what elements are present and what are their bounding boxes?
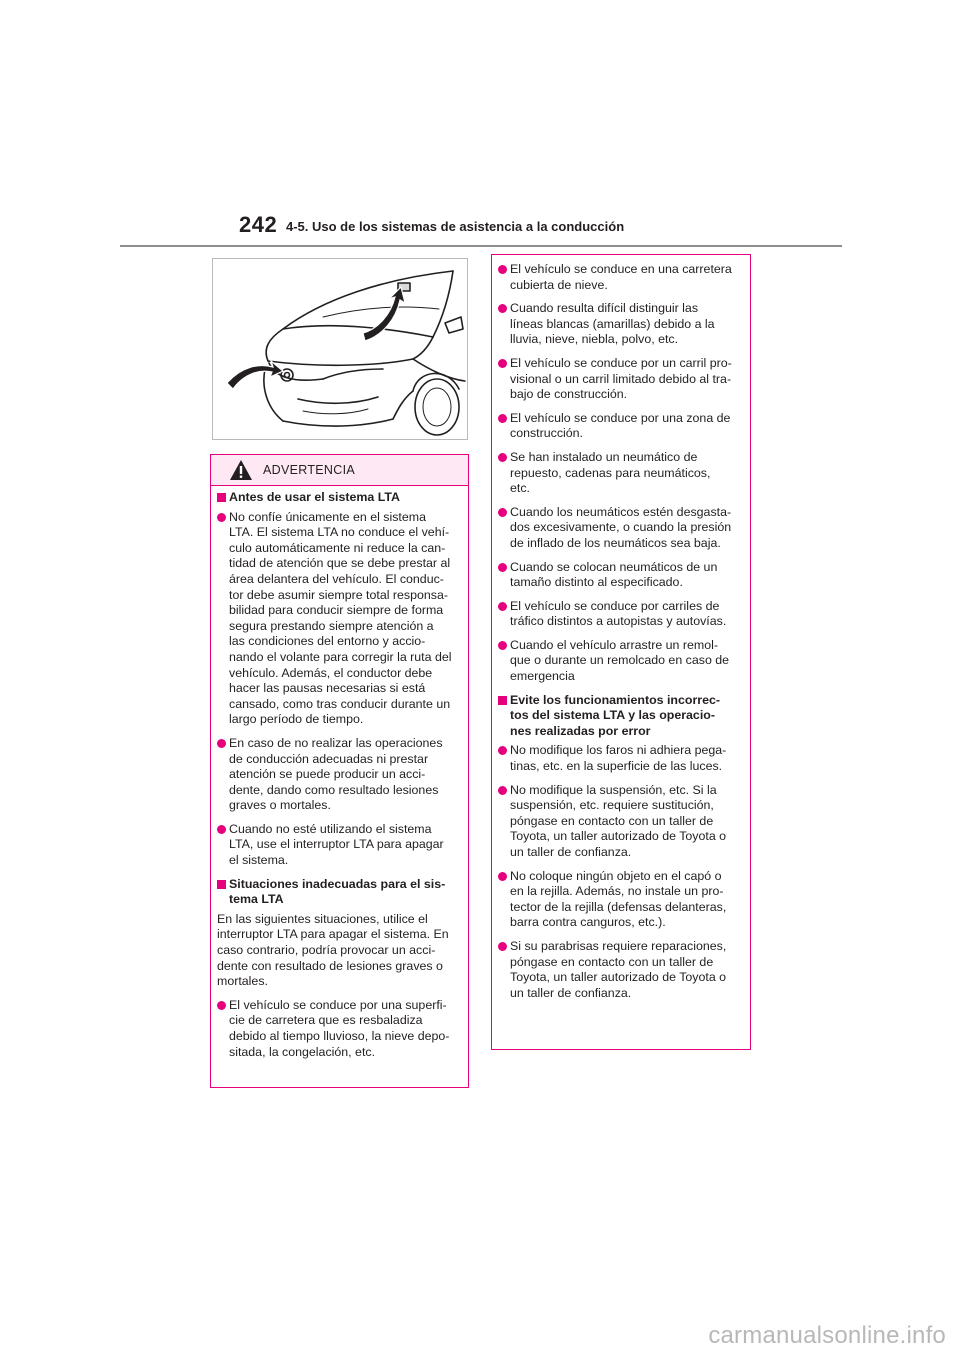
- bullet-item: [498, 262, 744, 293]
- bullet-item: [217, 822, 462, 869]
- bullet-item: [498, 638, 744, 685]
- bullet-dot-icon: [498, 563, 507, 572]
- car-front-illustration: [212, 258, 468, 440]
- warning-content: [211, 486, 468, 1060]
- bullet-item: [498, 505, 744, 552]
- text-line: graves o mortales.: [229, 798, 331, 813]
- bullet-dot-icon: [498, 602, 507, 611]
- text-line: Evite los funcionamientos incorrec-: [510, 692, 720, 707]
- text-line: Cuando el vehículo arrastre un remol-: [510, 637, 718, 652]
- text-line: póngase en contacto con un taller de: [510, 954, 714, 969]
- text-line: Cuando no esté utilizando el sistema: [229, 821, 432, 836]
- warning-header: [211, 455, 468, 486]
- text-line: bilidad para conducir siempre de forma: [229, 603, 444, 618]
- text-line: cansado, como tras conducir durante un: [229, 696, 451, 711]
- bullet-dot-icon: [498, 508, 507, 517]
- text-line: construcción.: [510, 426, 584, 441]
- text-line: tos del sistema LTA y las operacio-: [510, 708, 715, 723]
- text-line: mortales.: [217, 974, 268, 989]
- section-title: 4-5. Uso de los sistemas de asistencia a la conducción: [286, 219, 625, 234]
- bullet-item: [498, 743, 744, 774]
- text-line: dente, dando como resultado lesiones: [229, 782, 439, 797]
- text-line: El vehículo se conduce en una carretera: [510, 262, 732, 276]
- bullet-item: [498, 356, 744, 403]
- bullet-dot-icon: [498, 453, 507, 462]
- subheading: [498, 693, 744, 740]
- square-bullet-icon: [498, 696, 507, 705]
- text-line: Toyota, un taller autorizado de Toyota o: [510, 970, 727, 985]
- text-line: las condiciones del entorno y accio-: [229, 634, 426, 649]
- text-line: No coloque ningún objeto en el capó o: [510, 868, 722, 883]
- subheading: [217, 490, 462, 506]
- bullet-dot-icon: [217, 825, 226, 834]
- text-line: El vehículo se conduce por una zona de: [510, 410, 731, 425]
- text-line: segura prestando siempre atención a: [229, 618, 434, 633]
- page-number: 242: [239, 212, 278, 237]
- bullet-dot-icon: [498, 872, 507, 881]
- bullet-item: [498, 301, 744, 348]
- text-line: tráfico distintos a autopistas y autovías.: [510, 614, 727, 629]
- warning-box: [210, 454, 469, 1088]
- bullet-item: [498, 869, 744, 931]
- bullet-dot-icon: [498, 641, 507, 650]
- text-line: No modifique los faros ni adhiera pega-: [510, 743, 727, 758]
- bullet-dot-icon: [498, 746, 507, 755]
- bullet-dot-icon: [498, 786, 507, 795]
- bullet-dot-icon: [498, 942, 507, 951]
- text-line: suspensión, etc. requiere sustitución,: [510, 798, 714, 813]
- text-line: sitada, la congelación, etc.: [229, 1044, 376, 1059]
- text-line: de conducción adecuadas ni prestar: [229, 751, 429, 766]
- square-bullet-icon: [217, 493, 226, 502]
- text-line: líneas blancas (amarillas) debido a la: [510, 316, 715, 331]
- text-line: visional o un carril limitado debido al tra-: [510, 371, 732, 386]
- watermark: carmanualsonline.info: [708, 1322, 946, 1349]
- bullet-item: [498, 560, 744, 591]
- warning-triangle-icon: [229, 459, 253, 481]
- bullet-item: [498, 599, 744, 630]
- text-line: el sistema.: [229, 853, 289, 868]
- bullet-item: [498, 411, 744, 442]
- text-line: En caso de no realizar las operaciones: [229, 735, 443, 750]
- text-line: tema LTA: [229, 892, 284, 907]
- bullet-item: [498, 450, 744, 497]
- text-line: Toyota, un taller autorizado de Toyota o: [510, 829, 727, 844]
- text-line: dente con resultado de lesiones graves o: [217, 958, 443, 973]
- bullet-dot-icon: [217, 513, 226, 522]
- text-line: nes realizadas por error: [510, 723, 651, 738]
- text-line: tamaño distinto al especificado.: [510, 575, 683, 590]
- text-line: Antes de usar el sistema LTA: [229, 490, 400, 504]
- text-line: El vehículo se conduce por carriles de: [510, 598, 720, 613]
- text-line: tor debe asumir siempre total responsa-: [229, 587, 449, 602]
- text-line: interruptor LTA para apagar el sistema. En: [217, 927, 449, 942]
- text-line: de inflado de los neumáticos sea baja.: [510, 535, 721, 550]
- text-line: barra contra canguros, etc.).: [510, 915, 666, 930]
- text-line: hacer las pausas necesarias si está: [229, 681, 426, 696]
- square-bullet-icon: [217, 880, 226, 889]
- text-line: No modifique la suspensión, etc. Si la: [510, 782, 717, 797]
- text-line: lluvia, nieve, niebla, polvo, etc.: [510, 332, 679, 347]
- text-line: caso contrario, podría provocar un acci-: [217, 943, 436, 958]
- text-line: vehículo. Además, el conductor debe: [229, 665, 433, 680]
- text-line: atención se puede producir un acci-: [229, 767, 426, 782]
- text-line: tidad de atención que se debe prestar al: [229, 556, 451, 571]
- paragraph: [217, 912, 462, 990]
- text-line: En las siguientes situaciones, utilice el: [217, 911, 428, 926]
- text-line: Cuando resulta difícil distinguir las: [510, 301, 699, 316]
- bullet-dot-icon: [498, 359, 507, 368]
- text-line: Si su parabrisas requiere reparaciones,: [510, 938, 727, 953]
- bullet-dot-icon: [498, 414, 507, 423]
- bullet-dot-icon: [217, 1001, 226, 1010]
- text-line: área delantera del vehículo. El conduc-: [229, 571, 444, 586]
- text-line: en la rejilla. Además, no instale un pro-: [510, 884, 724, 899]
- text-line: repuesto, cadenas para neumáticos,: [510, 465, 711, 480]
- header-rule: [120, 245, 842, 247]
- text-line: cubierta de nieve.: [510, 277, 608, 292]
- text-line: El vehículo se conduce por una superfi-: [229, 997, 447, 1012]
- bullet-item: [217, 998, 462, 1060]
- right-column-box: [491, 254, 751, 1050]
- bullet-dot-icon: [217, 739, 226, 748]
- bullet-dot-icon: [498, 265, 507, 274]
- text-line: dos excesivamente, o cuando la presión: [510, 520, 732, 535]
- bullet-item: [498, 783, 744, 861]
- bullet-item: [217, 510, 462, 728]
- text-line: tinas, etc. en la superficie de las luces.: [510, 759, 723, 774]
- text-line: bajo de construcción.: [510, 387, 628, 402]
- text-line: tector de la rejilla (defensas delanteras,: [510, 899, 727, 914]
- text-line: un taller de confianza.: [510, 845, 632, 859]
- text-line: No confíe únicamente en el sistema: [229, 509, 426, 524]
- bullet-dot-icon: [498, 304, 507, 313]
- text-line: LTA. El sistema LTA no conduce el vehí-: [229, 525, 450, 540]
- text-line: Cuando se colocan neumáticos de un: [510, 559, 718, 574]
- warning-title: ADVERTENCIA: [263, 463, 355, 477]
- text-line: emergencia: [510, 669, 575, 684]
- text-line: un taller de confianza.: [510, 985, 632, 1000]
- text-line: LTA, use el interruptor LTA para apagar: [229, 837, 444, 852]
- text-line: cie de carretera que es resbaladiza: [229, 1013, 423, 1028]
- text-line: nando el volante para corregir la ruta del: [229, 649, 452, 664]
- text-line: que o durante un remolcado en caso de: [510, 653, 730, 668]
- text-line: culo automáticamente ni reduce la can-: [229, 540, 446, 555]
- text-line: El vehículo se conduce por un carril pro-: [510, 355, 732, 370]
- text-line: etc.: [510, 481, 530, 496]
- text-line: debido al tiempo lluvioso, la nieve depo-: [229, 1029, 450, 1043]
- car-illustration-svg: [213, 259, 467, 439]
- bullet-item: [498, 939, 744, 1001]
- text-line: largo período de tiempo.: [229, 712, 364, 727]
- text-line: póngase en contacto con un taller de: [510, 813, 714, 828]
- text-line: Situaciones inadecuadas para el sis-: [229, 876, 446, 891]
- right-column-content: [492, 255, 750, 1001]
- bullet-item: [217, 736, 462, 814]
- subheading: [217, 877, 462, 908]
- text-line: Cuando los neumáticos estén desgasta-: [510, 504, 732, 519]
- text-line: Se han instalado un neumático de: [510, 449, 698, 464]
